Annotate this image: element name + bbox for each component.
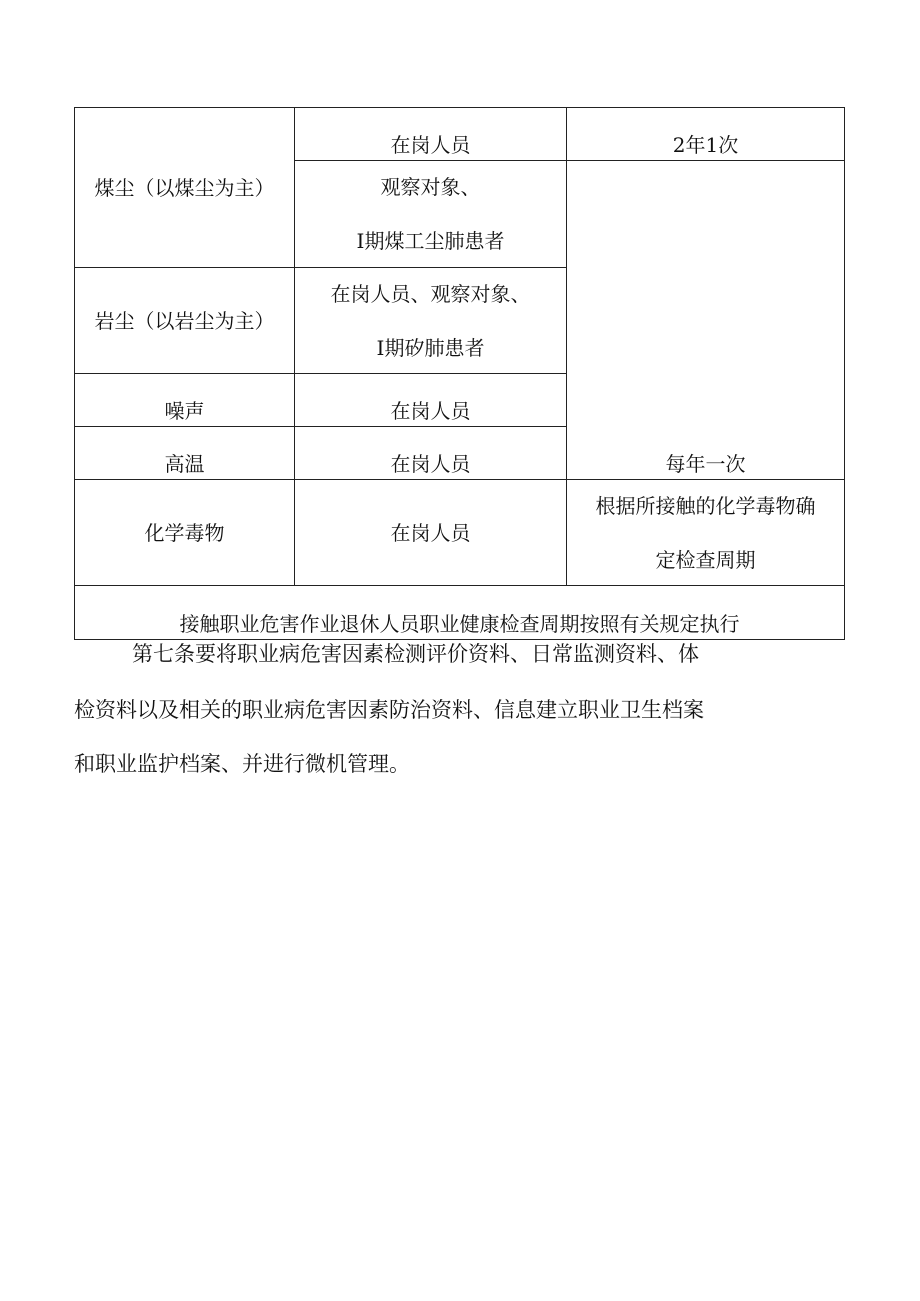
factor-cell: 化学毒物: [75, 480, 295, 586]
persons-cell: 在岗人员: [295, 480, 567, 586]
factor-cell: 噪声: [75, 374, 295, 427]
persons-cell: 在岗人员: [295, 108, 567, 161]
cycle-cell: 每年一次: [567, 161, 845, 480]
cycle-cell: [567, 480, 845, 586]
article-line: 检资料以及相关的职业病危害因素防治资料、信息建立职业卫生档案: [74, 698, 704, 722]
table-row: [75, 480, 845, 586]
footer-note-cell: 接触职业危害作业退休人员职业健康检查周期按照有关规定执行: [75, 586, 845, 640]
persons-line: 观察对象、: [380, 175, 481, 199]
factor-cell: 煤尘（以煤尘为主）: [75, 108, 295, 268]
cycle-line: 根据所接触的化学毒物确: [595, 493, 816, 518]
persons-line: Ⅰ期煤工尘肺患者: [356, 229, 505, 253]
persons-cell: 在岗人员: [295, 427, 567, 480]
health-check-table: [74, 107, 845, 640]
persons-cell: [295, 268, 567, 374]
article-line: 和职业监护档案、并进行微机管理。: [74, 752, 410, 776]
article-line: 第七条要将职业病危害因素检测评价资料、日常监测资料、体: [132, 642, 699, 666]
persons-line: Ⅰ期矽肺患者: [376, 335, 485, 360]
cycle-line: 定检查周期: [655, 547, 756, 572]
persons-line: 在岗人员、观察对象、: [330, 281, 531, 306]
persons-cell: [295, 161, 567, 268]
table-row: [75, 108, 845, 161]
factor-cell: 岩尘（以岩尘为主）: [75, 268, 295, 374]
table-row: [75, 586, 845, 640]
cycle-cell: 2年1次: [567, 108, 845, 161]
persons-cell: 在岗人员: [295, 374, 567, 427]
factor-cell: 高温: [75, 427, 295, 480]
